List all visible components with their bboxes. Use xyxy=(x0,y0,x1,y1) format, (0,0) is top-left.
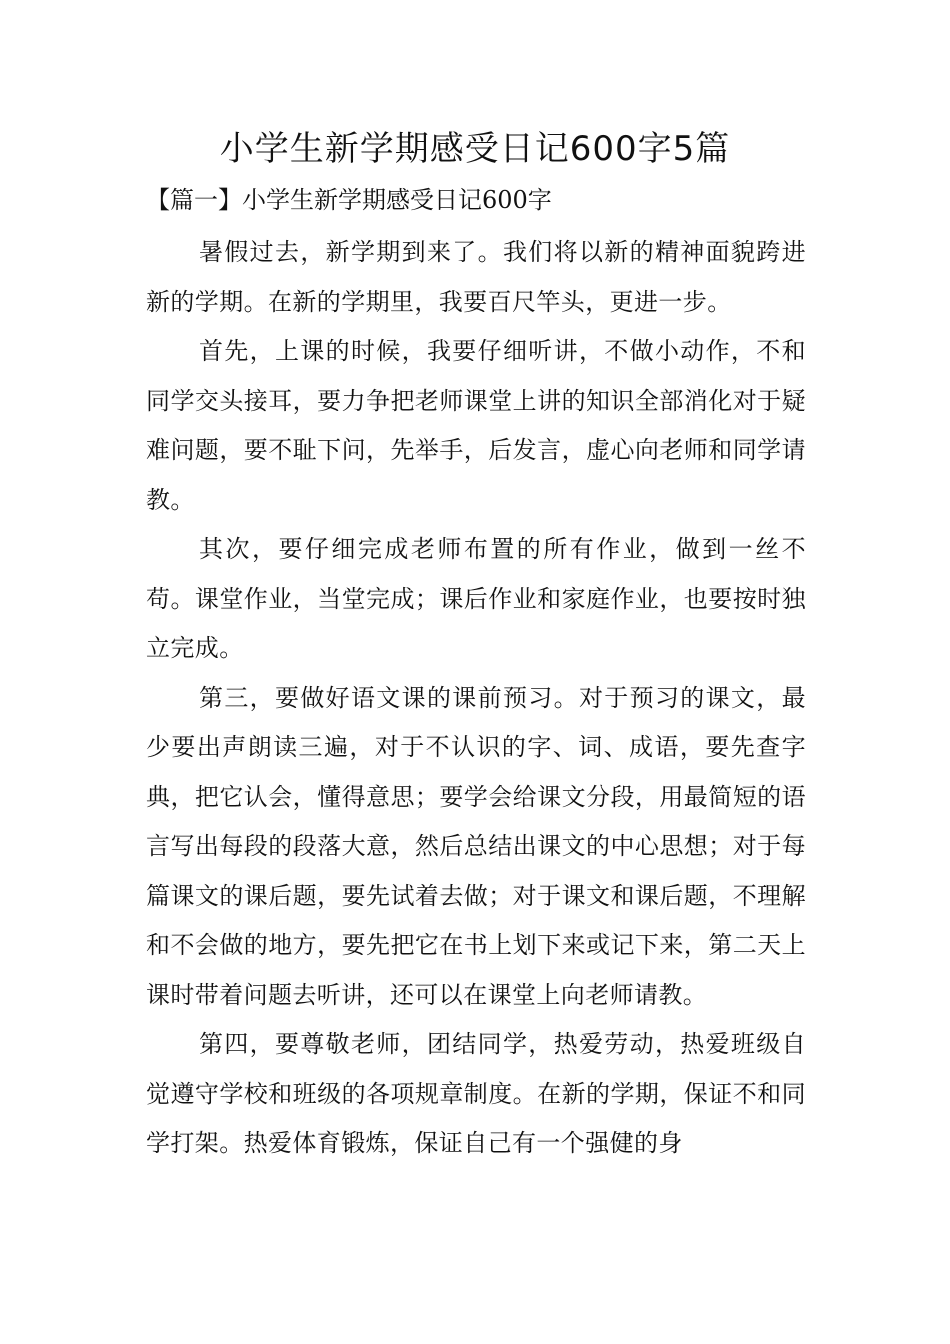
paragraph: 其次，要仔细完成老师布置的所有作业，做到一丝不苟。课堂作业，当堂完成；课后作业和家庭作业，也要按时独立完成。 xyxy=(146,535,806,662)
document-body xyxy=(146,228,806,1169)
document-title: 小学生新学期感受日记600字5篇 xyxy=(219,129,731,169)
paragraph: 暑假过去，新学期到来了。我们将以新的精神面貌跨进新的学期。在新的学期里，我要百尺竿头，更进一步。 xyxy=(146,238,806,316)
paragraph: 第四，要尊敬老师，团结同学，热爱劳动，热爱班级自觉遵守学校和班级的各项规章制度。在新的学期，保证不和同学打架。热爱体育锻炼，保证自己有一个强健的身 xyxy=(146,1030,806,1157)
section-heading: 【篇一】小学生新学期感受日记600字 xyxy=(146,186,552,214)
paragraph: 第三，要做好语文课的课前预习。对于预习的课文，最少要出声朗读三遍，对于不认识的字、词、成语，要先查字典，把它认会，懂得意思；要学会给课文分段，用最简短的语言写出每段的段落大意，然后总结出课文的中心思想；对于每篇课文的课后题，要先试着去做；对于课文和课后题，不理解和不会做的地方，要先把它在书上划下来或记下来，第二天上课时带着问题去听讲，还可以在课堂上向老师请教。 xyxy=(146,683,806,1009)
paragraph: 首先，上课的时候，我要仔细听讲，不做小动作，不和同学交头接耳，要力争把老师课堂上讲的知识全部消化对于疑难问题，要不耻下问，先举手，后发言，虚心向老师和同学请教。 xyxy=(146,337,806,514)
